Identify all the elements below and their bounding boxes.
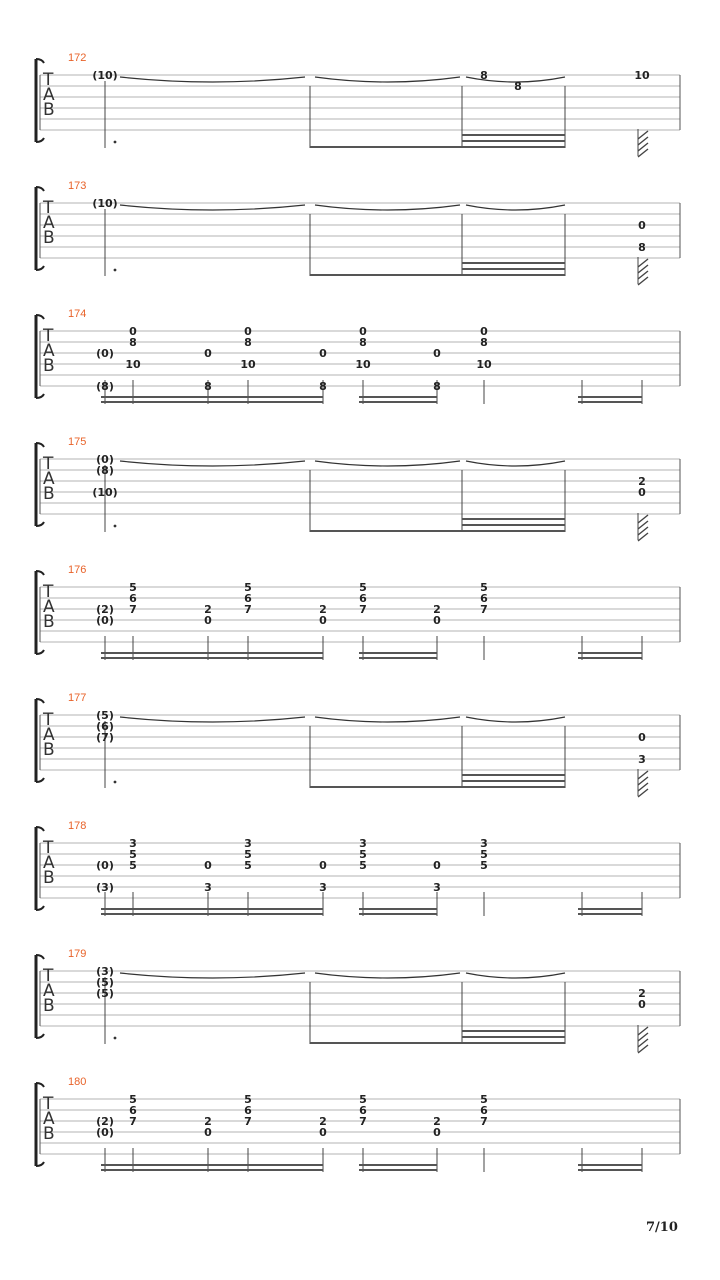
fret-number: 5 [244,1093,252,1106]
beam [462,518,565,520]
beam [359,652,437,654]
fret-number: 2 [638,475,646,488]
fret-number: 10 [634,69,650,82]
beam [578,401,642,403]
fret-number: 7 [480,1115,488,1128]
tie [120,205,305,210]
fret-number: 7 [480,603,488,616]
fret-number: (10) [92,197,118,210]
fret-number: 7 [129,603,137,616]
beam [310,786,565,788]
beam [101,657,323,659]
fret-number: 10 [476,358,492,371]
tab-system [36,52,680,157]
fret-number: 0 [359,325,367,338]
beam [310,1042,565,1044]
tab-clef-letter: T [43,966,54,986]
tab-clef-letter: A [43,597,55,617]
measure-number: 179 [68,948,87,960]
tab-clef-letter: A [43,1109,55,1129]
measure-number: 177 [68,692,87,704]
beam [462,140,565,142]
beam [359,908,437,910]
tab-clef-letter: T [43,1094,54,1114]
beam [462,262,565,264]
fret-number: 0 [319,859,327,872]
tie [120,461,305,466]
fret-number: 5 [480,1093,488,1106]
fret-number: 5 [129,581,137,594]
fret-number: 0 [638,486,646,499]
tab-system [36,180,680,285]
fret-number: 3 [359,837,367,850]
fret-number: 6 [129,592,137,605]
fret-number: 0 [204,1126,212,1139]
tab-clef-letter: T [43,582,54,602]
fret-number: 3 [129,837,137,850]
fret-number: 7 [359,1115,367,1128]
fret-number: 8 [433,380,441,393]
fret-number: 5 [129,1093,137,1106]
tab-clef-letter: T [43,838,54,858]
tie [315,717,460,722]
tab-clef-letter: A [43,341,55,361]
measure-number: 176 [68,564,87,576]
fret-number: (8) [96,464,114,477]
measure-number: 180 [68,1076,87,1088]
tab-system [36,948,680,1053]
beam [462,134,565,136]
tab-clef-letter: T [43,70,54,90]
fret-number: 8 [359,336,367,349]
fret-number: (3) [96,881,114,894]
beam [101,396,323,398]
tab-clef-letter: B [43,1124,55,1144]
tab-clef-letter: B [43,484,55,504]
fret-number: 5 [359,848,367,861]
fret-number: 0 [319,347,327,360]
measure-number: 173 [68,180,87,192]
tab-system [36,564,680,660]
fret-number: 10 [240,358,256,371]
beam [462,268,565,270]
fret-number: 0 [433,1126,441,1139]
beam [578,1169,642,1171]
fret-number: 0 [204,347,212,360]
tab-clef-letter: A [43,469,55,489]
tab-clef-letter: A [43,725,55,745]
beam [101,1169,323,1171]
measure-number: 174 [68,308,87,320]
beam [101,401,323,403]
fret-number: 3 [244,837,252,850]
fret-number: 3 [319,881,327,894]
fret-number: 8 [129,336,137,349]
tab-clef-letter: A [43,213,55,233]
beam [101,908,323,910]
fret-number: 5 [359,859,367,872]
beam [359,396,437,398]
tab-clef-letter: B [43,996,55,1016]
tie [315,461,460,466]
fret-number: 5 [244,581,252,594]
fret-number: (0) [96,347,114,360]
beam [310,146,565,148]
fret-number: 5 [480,859,488,872]
page-number: 7/10 [646,1220,678,1235]
tie [120,77,305,82]
fret-number: 6 [129,1104,137,1117]
tie [466,717,565,722]
fret-number: 2 [638,987,646,1000]
fret-number: 0 [638,731,646,744]
fret-number: 0 [204,614,212,627]
fret-number: 6 [359,1104,367,1117]
fret-number: 5 [129,848,137,861]
tie [466,205,565,210]
fret-number: 6 [244,1104,252,1117]
fret-number: 2 [433,603,441,616]
fret-number: 7 [359,603,367,616]
beam [359,657,437,659]
fret-number: 0 [244,325,252,338]
fret-number: (5) [96,976,114,989]
tab-clef-letter: B [43,740,55,760]
fret-number: 5 [359,581,367,594]
fret-number: 5 [129,859,137,872]
fret-number: (2) [96,1115,114,1128]
tab-system [36,308,680,404]
measure-number: 178 [68,820,87,832]
tab-clef-letter: B [43,100,55,120]
dot [114,781,117,784]
beam [578,396,642,398]
tab-system [36,692,680,797]
fret-number: 0 [480,325,488,338]
dot [114,269,117,272]
fret-number: 2 [319,603,327,616]
fret-number: 0 [319,614,327,627]
fret-number: (0) [96,1126,114,1139]
fret-number: (2) [96,603,114,616]
beam [101,913,323,915]
beam [101,1164,323,1166]
fret-number: 2 [204,603,212,616]
fret-number: 10 [125,358,141,371]
measure-number: 172 [68,52,87,64]
beam [101,652,323,654]
fret-number: 5 [480,581,488,594]
fret-number: (0) [96,614,114,627]
tab-clef-letter: B [43,228,55,248]
fret-number: 3 [204,881,212,894]
beam [462,774,565,776]
beam [578,1164,642,1166]
dot [114,525,117,528]
tie [315,973,460,978]
fret-number: 6 [480,1104,488,1117]
tab-clef-letter: T [43,326,54,346]
fret-number: 3 [638,753,646,766]
fret-number: 6 [480,592,488,605]
tab-clef-letter: A [43,981,55,1001]
tab-system [36,1076,680,1172]
beam [578,913,642,915]
beam [462,1036,565,1038]
tie [120,973,305,978]
fret-number: 2 [204,1115,212,1128]
fret-number: 7 [129,1115,137,1128]
fret-number: 0 [129,325,137,338]
fret-number: (7) [96,731,114,744]
fret-number: 6 [244,592,252,605]
beam [578,657,642,659]
beam [359,1164,437,1166]
fret-number: (6) [96,720,114,733]
fret-number: 8 [319,380,327,393]
tie [466,461,565,466]
beam [359,913,437,915]
fret-number: (5) [96,709,114,722]
beam [462,524,565,526]
beam [462,780,565,782]
fret-number: 6 [359,592,367,605]
fret-number: 0 [638,998,646,1011]
beam [359,1169,437,1171]
fret-number: 8 [480,336,488,349]
fret-number: 8 [480,69,488,82]
tab-clef-letter: T [43,198,54,218]
fret-number: 2 [319,1115,327,1128]
measure-number: 175 [68,436,87,448]
tab-clef-letter: B [43,868,55,888]
fret-number: (10) [92,486,118,499]
fret-number: 5 [244,848,252,861]
tab-system [36,820,680,916]
fret-number: (10) [92,69,118,82]
fret-number: 3 [480,837,488,850]
tab-clef-letter: T [43,710,54,730]
fret-number: 5 [480,848,488,861]
tab-clef-letter: B [43,356,55,376]
beam [359,401,437,403]
fret-number: 5 [244,859,252,872]
fret-number: 5 [359,1093,367,1106]
fret-number: (0) [96,859,114,872]
tie [315,77,460,82]
fret-number: 8 [514,80,522,93]
fret-number: 3 [433,881,441,894]
fret-number: 0 [319,1126,327,1139]
fret-number: 8 [204,380,212,393]
tie [120,717,305,722]
tab-clef-letter: A [43,853,55,873]
beam [310,274,565,276]
fret-number: 7 [244,1115,252,1128]
beam [310,530,565,532]
fret-number: 0 [433,347,441,360]
fret-number: 7 [244,603,252,616]
beam [462,1030,565,1032]
tie [466,973,565,978]
fret-number: 8 [638,241,646,254]
tab-clef-letter: T [43,454,54,474]
fret-number: (3) [96,965,114,978]
tab-clef-letter: B [43,612,55,632]
fret-number: 8 [244,336,252,349]
fret-number: 2 [433,1115,441,1128]
tab-clef-letter: A [43,85,55,105]
tie [315,205,460,210]
fret-number: (0) [96,453,114,466]
fret-number: 0 [204,859,212,872]
fret-number: 0 [638,219,646,232]
fret-number: (5) [96,987,114,1000]
beam [578,652,642,654]
fret-number: (8) [96,380,114,393]
fret-number: 0 [433,614,441,627]
tab-system [36,436,680,541]
beam [578,908,642,910]
fret-number: 0 [433,859,441,872]
fret-number: 10 [355,358,371,371]
dot [114,141,117,144]
dot [114,1037,117,1040]
